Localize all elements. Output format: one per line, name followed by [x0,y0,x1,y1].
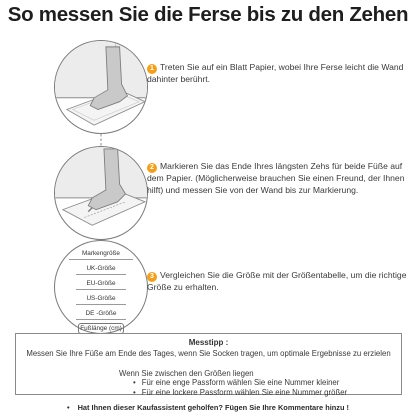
foot-marking-icon [55,147,147,239]
size-item-eu: EU-Größe [76,278,126,290]
size-item-foot-length: Fußlänge (cm) [78,323,124,334]
step2-text [147,161,409,196]
tip-sub-section [119,369,347,397]
step2-illustration [54,146,148,240]
bullet-icon: • [66,403,70,412]
step1-text [147,62,409,86]
feedback-text: Hat Ihnen dieser Kaufassistent geholfen? Fügen Sie Ihre Kommentare hinzu ! [77,403,350,412]
size-item-uk: UK-Größe [76,263,126,275]
step1-description: Treten Sie auf ein Blatt Papier, wobei Ihre Ferse leicht die Wand dahinter berührt. [147,62,404,84]
tip-title: Messtipp : [188,338,229,347]
step-number-badge: 3 [147,272,157,282]
tip-main-text: Messen Sie Ihre Füße am Ende des Tages, wenn Sie Socken tragen, um optimale Ergebnisse zu erzielen [26,349,391,358]
size-item-de: DE -Größe [76,308,126,320]
foot-on-paper-icon [55,41,147,133]
size-chart-list [61,248,141,337]
measurement-tip-box [15,333,402,395]
feedback-footer [0,403,416,412]
list-item: • Für eine lockere Passform wählen Sie eine Nummer größer [133,388,347,397]
step3-description: Vergleichen Sie die Größe mit der Größentabelle, um die richtige Größe zu erhalten. [147,270,407,292]
size-item-us: US-Größe [76,293,126,305]
tip-sub-intro: Wenn Sie zwischen den Größen liegen [119,369,254,378]
step3-text [147,270,409,294]
step-number-badge: 1 [147,64,157,74]
list-item: • Für eine enge Passform wählen Sie eine Nummer kleiner [133,378,347,387]
size-item-brand: Markengröße [69,248,133,260]
step2-description: Markieren Sie das Ende Ihres längsten Zehs für beide Füße auf dem Papier. (Möglicherweise brauchen Sie einen Freund, der Ihnen hilft) und messen Sie von der Wand bis zur Markierung. [147,161,405,195]
page-title: So messen Sie die Ferse bis zu den Zehen [7,3,409,26]
tip-sub-list [133,378,347,397]
step1-illustration [54,40,148,134]
step-number-badge: 2 [147,163,157,173]
